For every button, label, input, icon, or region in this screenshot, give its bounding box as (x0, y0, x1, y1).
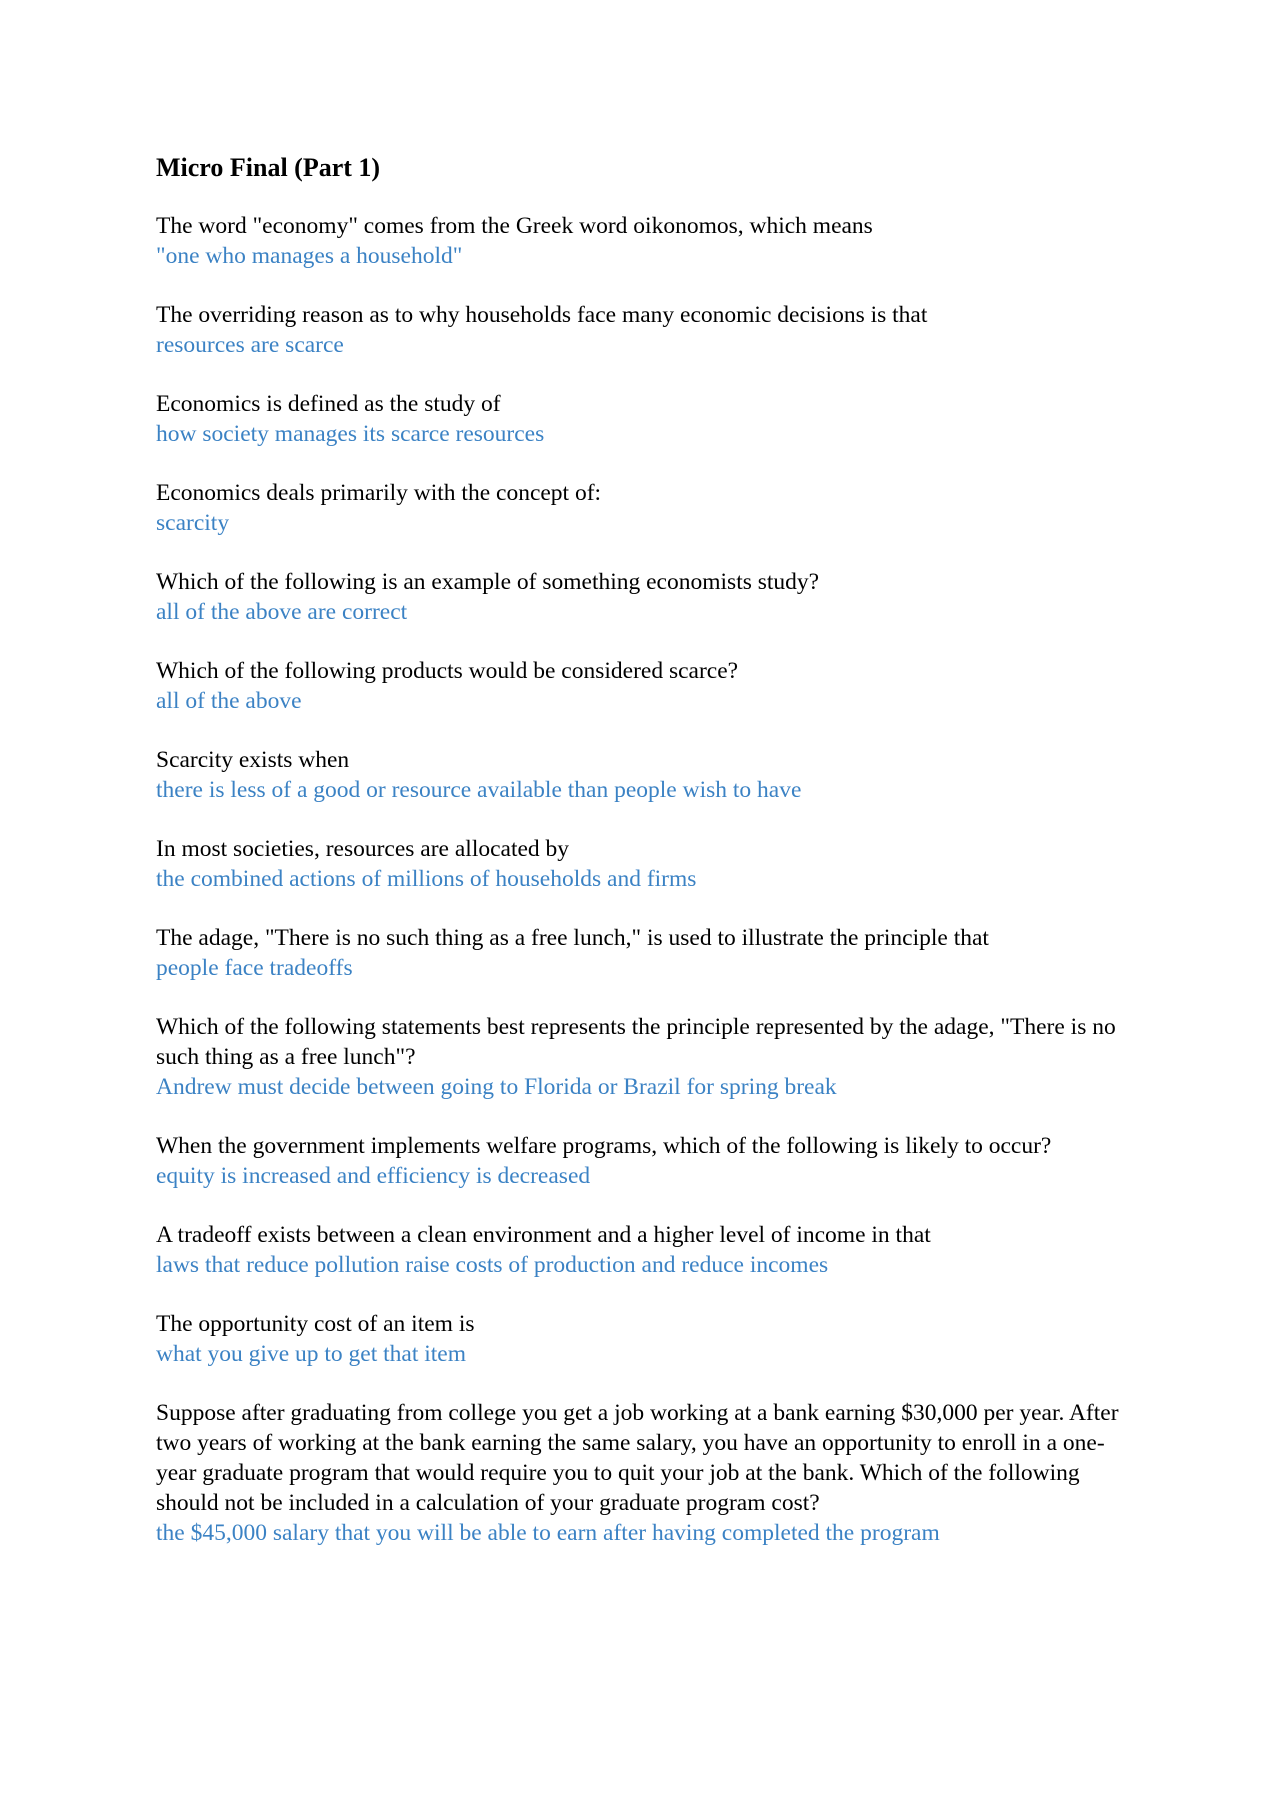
qa-item (156, 211, 1126, 271)
question-text: A tradeoff exists between a clean environment and a higher level of income in that (156, 1222, 931, 1248)
question-text: In most societies, resources are allocated by (156, 836, 570, 862)
question-text: Which of the following statements best represents the principle represented by the adage, "There is no such thing as a free lunch"? (156, 1014, 1116, 1070)
document-page (156, 153, 1126, 1577)
answer-text: laws that reduce pollution raise costs of production and reduce incomes (156, 1252, 829, 1278)
qa-item (156, 656, 1126, 716)
question-text: Which of the following is an example of something economists study? (156, 569, 820, 595)
qa-item (156, 567, 1126, 627)
question-text: Economics is defined as the study of (156, 391, 501, 417)
answer-text: all of the above (156, 688, 302, 714)
answer-text: the combined actions of millions of households and firms (156, 866, 697, 892)
answer-text: all of the above are correct (156, 599, 408, 625)
question-text: The adage, "There is no such thing as a free lunch," is used to illustrate the principle that (156, 925, 989, 951)
question-text: Which of the following products would be considered scarce? (156, 658, 739, 684)
question-text: The overriding reason as to why households face many economic decisions is that (156, 302, 928, 328)
answer-text: how society manages its scarce resources (156, 421, 545, 447)
answer-text: Andrew must decide between going to Florida or Brazil for spring break (156, 1074, 837, 1100)
qa-item (156, 923, 1126, 983)
question-text: Suppose after graduating from college you get a job working at a bank earning $30,000 per year. After two years of working at the bank earning the same salary, you have an opportunity to enroll in a one-year graduate program that would require you to quit your job at the bank. Which of the following should not be included in a calculation of your graduate program cost? (156, 1400, 1119, 1516)
answer-text: scarcity (156, 510, 230, 536)
qa-item (156, 745, 1126, 805)
qa-item (156, 1398, 1126, 1548)
answer-text: resources are scarce (156, 332, 344, 358)
qa-item (156, 389, 1126, 449)
qa-item (156, 1012, 1126, 1102)
document-title: Micro Final (Part 1) (156, 153, 381, 182)
qa-item (156, 834, 1126, 894)
question-text: Economics deals primarily with the concept of: (156, 480, 602, 506)
question-text: Scarcity exists when (156, 747, 350, 773)
qa-item (156, 478, 1126, 538)
qa-item (156, 1220, 1126, 1280)
qa-item (156, 1131, 1126, 1191)
answer-text: equity is increased and efficiency is decreased (156, 1163, 591, 1189)
answer-text: there is less of a good or resource available than people wish to have (156, 777, 802, 803)
qa-item (156, 1309, 1126, 1369)
answer-text: what you give up to get that item (156, 1341, 467, 1367)
question-text: When the government implements welfare programs, which of the following is likely to occur? (156, 1133, 1052, 1159)
qa-item (156, 300, 1126, 360)
answer-text: people face tradeoffs (156, 955, 353, 981)
question-text: The word "economy" comes from the Greek word oikonomos, which means (156, 213, 873, 239)
question-text: The opportunity cost of an item is (156, 1311, 475, 1337)
answer-text: the $45,000 salary that you will be able to earn after having completed the program (156, 1520, 940, 1546)
answer-text: "one who manages a household" (156, 243, 463, 269)
